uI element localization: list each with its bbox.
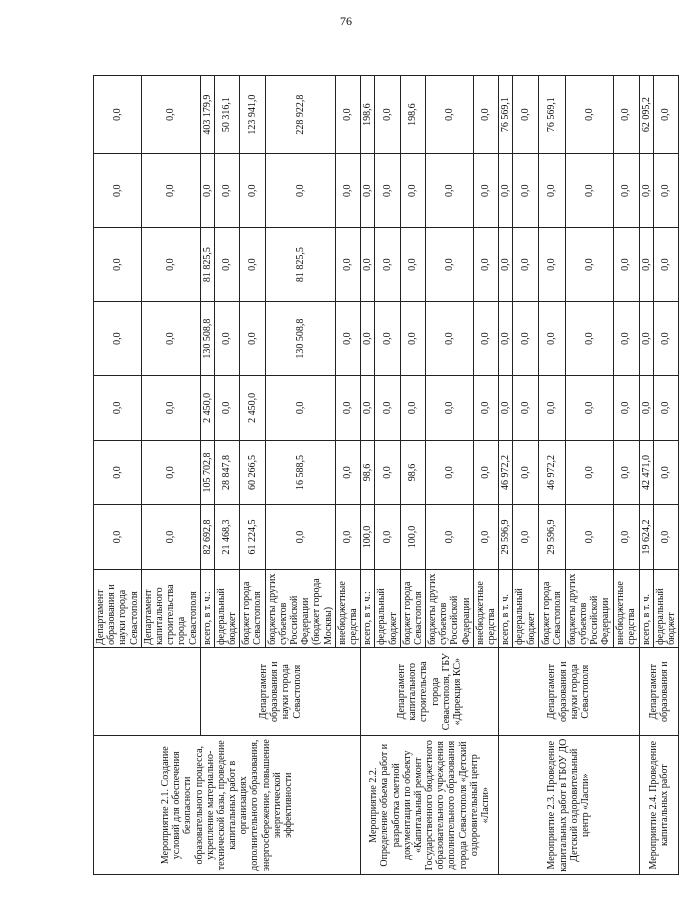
amount-cell: 0,0 — [653, 440, 678, 505]
amount-cell: 105 702,8 — [200, 440, 214, 505]
amount-cell: 0,0 — [375, 154, 400, 228]
table-row — [361, 76, 375, 875]
amount-cell: 46 972,2 — [538, 440, 565, 505]
amount-cell: 100,0 — [400, 505, 425, 570]
amount-cell: 0,0 — [335, 302, 360, 376]
amount-cell: 0,0 — [513, 376, 538, 441]
funding-source: Департамент образования и науки города Севастополя — [94, 569, 142, 647]
amount-cell: 0,0 — [214, 376, 239, 441]
amount-cell: 0,0 — [426, 154, 474, 228]
amount-cell: 0,0 — [473, 76, 498, 154]
amount-cell: 60 266,5 — [240, 440, 265, 505]
measure-name: Мероприятие 2.2. Определение объема работ и разработка сметной документации по объекту «Капитальный ремонт Государственного бюджетного образовательного учреждения дополнительного образования города Севастополя «Детский оздоровительный центр «Ласпи» — [361, 736, 499, 875]
amount-cell: 46 972,2 — [499, 440, 513, 505]
amount-cell: 0,0 — [653, 228, 678, 302]
funding-source: бюджет города Севастополя — [538, 569, 565, 647]
funding-source: бюджет города Севастополя — [400, 569, 425, 647]
amount-cell: 0,0 — [473, 505, 498, 570]
amount-cell: 0,0 — [361, 376, 375, 441]
amount-cell: 0,0 — [240, 228, 265, 302]
amount-cell: 0,0 — [639, 376, 653, 441]
table-body — [94, 76, 679, 875]
amount-cell: 0,0 — [426, 440, 474, 505]
amount-cell: 98,6 — [361, 440, 375, 505]
amount-cell: 0,0 — [426, 302, 474, 376]
amount-cell: 0,0 — [473, 376, 498, 441]
amount-cell: 0,0 — [361, 228, 375, 302]
amount-cell: 228 922,8 — [265, 76, 335, 154]
amount-cell: 0,0 — [613, 154, 639, 228]
measure-name: Мероприятие 2.3. Проведение капитальных работ в ГБОУ ДО Детский оздоровительный центр «Ласпи» — [499, 736, 639, 875]
amount-cell: 0,0 — [426, 505, 474, 570]
amount-cell: 21 468,3 — [214, 505, 239, 570]
amount-cell: 0,0 — [335, 228, 360, 302]
amount-cell: 0,0 — [141, 505, 200, 570]
amount-cell: 0,0 — [335, 376, 360, 441]
amount-cell: 0,0 — [473, 228, 498, 302]
amount-cell: 0,0 — [499, 376, 513, 441]
amount-cell: 0,0 — [565, 440, 613, 505]
amount-cell: 29 596,9 — [538, 505, 565, 570]
amount-cell: 0,0 — [214, 302, 239, 376]
amount-cell: 0,0 — [200, 154, 214, 228]
amount-cell: 0,0 — [499, 154, 513, 228]
amount-cell: 0,0 — [653, 302, 678, 376]
executor-cell: Департамент образования и науки города Севастополя — [499, 647, 639, 736]
amount-cell: 0,0 — [513, 76, 538, 154]
measure-name: Мероприятие 2.4. Проведение капитальных работ — [639, 736, 679, 875]
funding-source: бюджеты других субъектов Российской Федерации — [565, 569, 613, 647]
amount-cell: 0,0 — [653, 76, 678, 154]
amount-cell: 62 095,2 — [639, 76, 653, 154]
amount-cell: 0,0 — [141, 440, 200, 505]
amount-cell: 0,0 — [94, 505, 142, 570]
amount-cell: 0,0 — [538, 154, 565, 228]
funding-source: внебюджетные средства — [473, 569, 498, 647]
amount-cell: 0,0 — [653, 505, 678, 570]
amount-cell: 403 179,9 — [200, 76, 214, 154]
amount-cell: 0,0 — [400, 376, 425, 441]
funding-source: бюджет города Севастополя — [240, 569, 265, 647]
amount-cell: 0,0 — [426, 376, 474, 441]
amount-cell: 0,0 — [565, 154, 613, 228]
amount-cell: 0,0 — [499, 228, 513, 302]
executor-cell: Департамент капитального строительства города Севастополя, ГБУ «Дирекция КС» — [361, 647, 499, 736]
funding-source: всего, в т. ч.: — [200, 569, 214, 647]
amount-cell: 0,0 — [94, 154, 142, 228]
amount-cell: 0,0 — [141, 228, 200, 302]
amount-cell: 0,0 — [375, 440, 400, 505]
amount-cell: 0,0 — [214, 154, 239, 228]
amount-cell: 82 692,8 — [200, 505, 214, 570]
amount-cell: 0,0 — [94, 302, 142, 376]
funding-source: федеральный бюджет — [214, 569, 239, 647]
rotated-table-wrapper — [93, 75, 677, 875]
amount-cell: 2 450,0 — [200, 376, 214, 441]
amount-cell: 130 508,8 — [200, 302, 214, 376]
amount-cell: 0,0 — [375, 76, 400, 154]
amount-cell: 0,0 — [653, 154, 678, 228]
funding-source: всего, в т. ч. — [639, 569, 653, 647]
amount-cell: 19 624,2 — [639, 505, 653, 570]
amount-cell: 0,0 — [400, 228, 425, 302]
amount-cell: 0,0 — [375, 505, 400, 570]
amount-cell: 76 569,1 — [538, 76, 565, 154]
amount-cell: 0,0 — [335, 440, 360, 505]
table-row — [639, 76, 653, 875]
amount-cell: 0,0 — [473, 302, 498, 376]
amount-cell: 0,0 — [613, 376, 639, 441]
funding-source: бюджеты других субъектов Российской Федерации — [426, 569, 474, 647]
amount-cell: 0,0 — [94, 376, 142, 441]
amount-cell: 50 316,1 — [214, 76, 239, 154]
amount-cell: 0,0 — [400, 302, 425, 376]
amount-cell: 0,0 — [613, 440, 639, 505]
amount-cell: 0,0 — [565, 302, 613, 376]
amount-cell: 0,0 — [513, 154, 538, 228]
amount-cell: 0,0 — [240, 302, 265, 376]
funding-source: Департамент капитального строительства города Севастополя — [141, 569, 200, 647]
amount-cell: 0,0 — [473, 440, 498, 505]
funding-source: внебюджетные средства — [613, 569, 639, 647]
amount-cell: 0,0 — [141, 154, 200, 228]
amount-cell: 0,0 — [265, 376, 335, 441]
amount-cell: 0,0 — [335, 154, 360, 228]
funding-source: бюджеты других субъектов Российской Федерации (бюджет города Москвы) — [265, 569, 335, 647]
amount-cell: 0,0 — [499, 302, 513, 376]
page-number: 76 — [340, 14, 352, 28]
amount-cell: 0,0 — [639, 302, 653, 376]
amount-cell: 29 596,9 — [499, 505, 513, 570]
amount-cell: 0,0 — [141, 376, 200, 441]
amount-cell: 61 224,5 — [240, 505, 265, 570]
amount-cell: 0,0 — [335, 76, 360, 154]
amount-cell: 0,0 — [565, 76, 613, 154]
amount-cell: 0,0 — [375, 302, 400, 376]
amount-cell: 0,0 — [375, 228, 400, 302]
executor-cell: Департамент образования и науки города Севастополя — [200, 647, 360, 736]
executor-cell — [94, 647, 201, 736]
funding-source: федеральный бюджет — [653, 569, 678, 647]
amount-cell: 0,0 — [653, 376, 678, 441]
amount-cell: 100,0 — [361, 505, 375, 570]
amount-cell: 0,0 — [426, 76, 474, 154]
amount-cell: 0,0 — [513, 302, 538, 376]
amount-cell: 0,0 — [513, 505, 538, 570]
amount-cell: 0,0 — [214, 228, 239, 302]
amount-cell: 42 471,0 — [639, 440, 653, 505]
funding-source: всего, в т. ч. — [499, 569, 513, 647]
amount-cell: 0,0 — [94, 76, 142, 154]
amount-cell: 0,0 — [613, 76, 639, 154]
amount-cell: 76 569,1 — [499, 76, 513, 154]
amount-cell: 0,0 — [375, 376, 400, 441]
amount-cell: 198,6 — [361, 76, 375, 154]
amount-cell: 81 825,5 — [265, 228, 335, 302]
amount-cell: 81 825,5 — [200, 228, 214, 302]
amount-cell: 0,0 — [94, 440, 142, 505]
amount-cell: 0,0 — [538, 228, 565, 302]
measure-name: Мероприятие 2.1. Создание условий для обеспечения безопасности образовательного процесса, укрепление материально-технической базы, проведение капитальных работ в организациях дополнительного образования, энергосбережение, повышение энергетической эффективности — [94, 736, 361, 875]
amount-cell: 0,0 — [361, 302, 375, 376]
amount-cell: 123 941,0 — [240, 76, 265, 154]
amount-cell: 0,0 — [613, 505, 639, 570]
amount-cell: 98,6 — [400, 440, 425, 505]
amount-cell: 0,0 — [513, 440, 538, 505]
amount-cell: 16 588,5 — [265, 440, 335, 505]
funding-source: всего, в т. ч.: — [361, 569, 375, 647]
table-row — [94, 76, 142, 875]
amount-cell: 0,0 — [639, 154, 653, 228]
amount-cell: 0,0 — [335, 505, 360, 570]
amount-cell: 2 450,0 — [240, 376, 265, 441]
amount-cell: 0,0 — [426, 228, 474, 302]
executor-cell: Департамент образования и — [639, 647, 679, 736]
program-table — [93, 75, 679, 875]
amount-cell: 0,0 — [94, 228, 142, 302]
amount-cell: 0,0 — [538, 302, 565, 376]
amount-cell: 0,0 — [565, 376, 613, 441]
amount-cell: 0,0 — [240, 154, 265, 228]
amount-cell: 0,0 — [639, 228, 653, 302]
funding-source: федеральный бюджет — [513, 569, 538, 647]
amount-cell: 28 847,8 — [214, 440, 239, 505]
amount-cell: 0,0 — [565, 228, 613, 302]
amount-cell: 0,0 — [400, 154, 425, 228]
amount-cell: 0,0 — [538, 376, 565, 441]
table-row — [499, 76, 513, 875]
amount-cell: 0,0 — [141, 302, 200, 376]
amount-cell: 0,0 — [613, 228, 639, 302]
amount-cell: 198,6 — [400, 76, 425, 154]
amount-cell: 0,0 — [473, 154, 498, 228]
amount-cell: 0,0 — [565, 505, 613, 570]
funding-source: федеральный бюджет — [375, 569, 400, 647]
amount-cell: 0,0 — [265, 505, 335, 570]
funding-source: внебюджетные средства — [335, 569, 360, 647]
amount-cell: 0,0 — [265, 154, 335, 228]
amount-cell: 0,0 — [141, 76, 200, 154]
amount-cell: 130 508,8 — [265, 302, 335, 376]
amount-cell: 0,0 — [361, 154, 375, 228]
amount-cell: 0,0 — [613, 302, 639, 376]
amount-cell: 0,0 — [513, 228, 538, 302]
